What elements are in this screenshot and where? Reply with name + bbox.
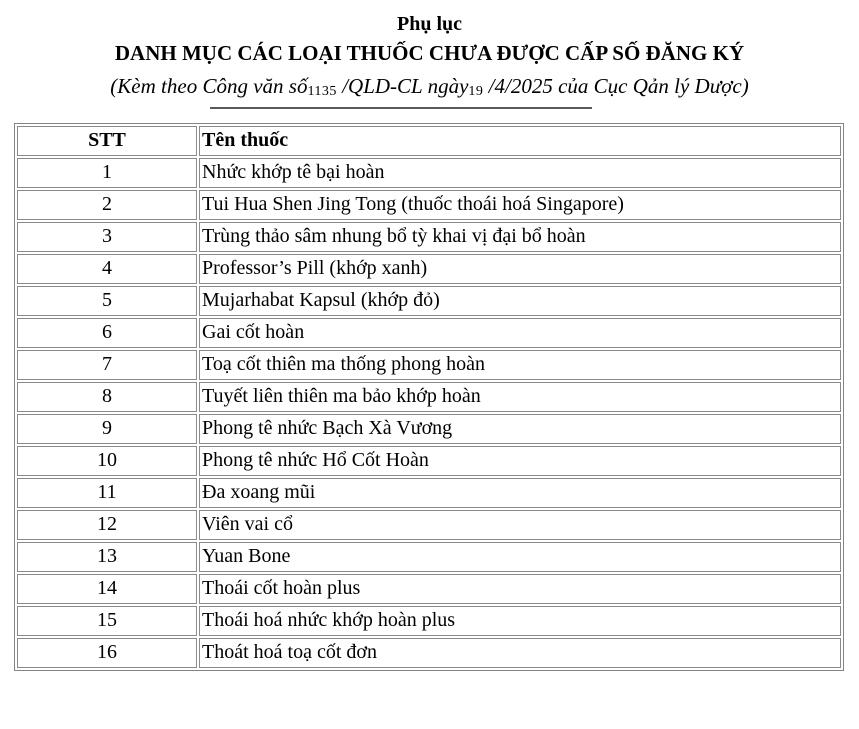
cell-stt: 14 xyxy=(17,574,197,604)
cell-stt: 15 xyxy=(17,606,197,636)
cell-drug-name: Viên vai cổ xyxy=(199,510,841,540)
drug-table xyxy=(14,123,844,671)
cell-stt: 7 xyxy=(17,350,197,380)
table-row xyxy=(17,446,841,476)
table-row xyxy=(17,478,841,508)
table-row xyxy=(17,542,841,572)
column-header-drug-name: Tên thuốc xyxy=(199,126,841,156)
table-row xyxy=(17,350,841,380)
cell-stt: 10 xyxy=(17,446,197,476)
cell-stt: 2 xyxy=(17,190,197,220)
table-row xyxy=(17,606,841,636)
table-row xyxy=(17,414,841,444)
cell-drug-name: Gai cốt hoàn xyxy=(199,318,841,348)
cell-drug-name: Mujarhabat Kapsul (khớp đỏ) xyxy=(199,286,841,316)
table-row xyxy=(17,318,841,348)
cell-drug-name: Professor’s Pill (khớp xanh) xyxy=(199,254,841,284)
cell-stt: 4 xyxy=(17,254,197,284)
document-header xyxy=(0,0,859,109)
appendix-label: Phụ lục xyxy=(396,13,463,35)
subtitle-prefix: (Kèm theo Công văn số xyxy=(110,74,308,99)
table-row xyxy=(17,286,841,316)
document-number: 1135 xyxy=(307,84,337,100)
cell-stt: 6 xyxy=(17,318,197,348)
table-row xyxy=(17,222,841,252)
column-header-stt: STT xyxy=(17,126,197,156)
cell-drug-name: Thoát hoá toạ cốt đơn xyxy=(199,638,841,668)
document-title: DANH MỤC CÁC LOẠI THUỐC CHƯA ĐƯỢC CẤP SỐ ĐĂNG KÝ xyxy=(114,41,745,65)
cell-drug-name: Yuan Bone xyxy=(199,542,841,572)
cell-drug-name: Phong tê nhức Hổ Cốt Hoàn xyxy=(199,446,841,476)
cell-drug-name: Tuyết liên thiên ma bảo khớp hoàn xyxy=(199,382,841,412)
table-row xyxy=(17,382,841,412)
cell-stt: 3 xyxy=(17,222,197,252)
cell-stt: 9 xyxy=(17,414,197,444)
title-underline-divider xyxy=(210,107,592,109)
table-row xyxy=(17,254,841,284)
cell-drug-name: Thoái cốt hoàn plus xyxy=(199,574,841,604)
cell-stt: 13 xyxy=(17,542,197,572)
drug-table-body xyxy=(17,158,841,668)
table-header-row xyxy=(17,126,841,156)
cell-stt: 8 xyxy=(17,382,197,412)
cell-drug-name: Trùng thảo sâm nhung bổ tỳ khai vị đại bổ hoàn xyxy=(199,222,841,252)
cell-stt: 1 xyxy=(17,158,197,188)
table-row xyxy=(17,574,841,604)
subtitle-suffix: /4/2025 của Cục Qản lý Dược) xyxy=(483,74,749,99)
cell-drug-name: Toạ cốt thiên ma thống phong hoàn xyxy=(199,350,841,380)
cell-drug-name: Tui Hua Shen Jing Tong (thuốc thoái hoá Singapore) xyxy=(199,190,841,220)
table-row xyxy=(17,158,841,188)
cell-stt: 11 xyxy=(17,478,197,508)
cell-stt: 5 xyxy=(17,286,197,316)
cell-stt: 12 xyxy=(17,510,197,540)
cell-drug-name: Thoái hoá nhức khớp hoàn plus xyxy=(199,606,841,636)
document-day: 19 xyxy=(468,84,484,100)
table-row xyxy=(17,638,841,668)
subtitle-mid: /QLD-CL ngày xyxy=(336,74,469,99)
cell-stt: 16 xyxy=(17,638,197,668)
cell-drug-name: Phong tê nhức Bạch Xà Vương xyxy=(199,414,841,444)
table-row xyxy=(17,190,841,220)
cell-drug-name: Đa xoang mũi xyxy=(199,478,841,508)
cell-drug-name: Nhức khớp tê bại hoàn xyxy=(199,158,841,188)
document-subtitle xyxy=(0,73,859,99)
table-row xyxy=(17,510,841,540)
